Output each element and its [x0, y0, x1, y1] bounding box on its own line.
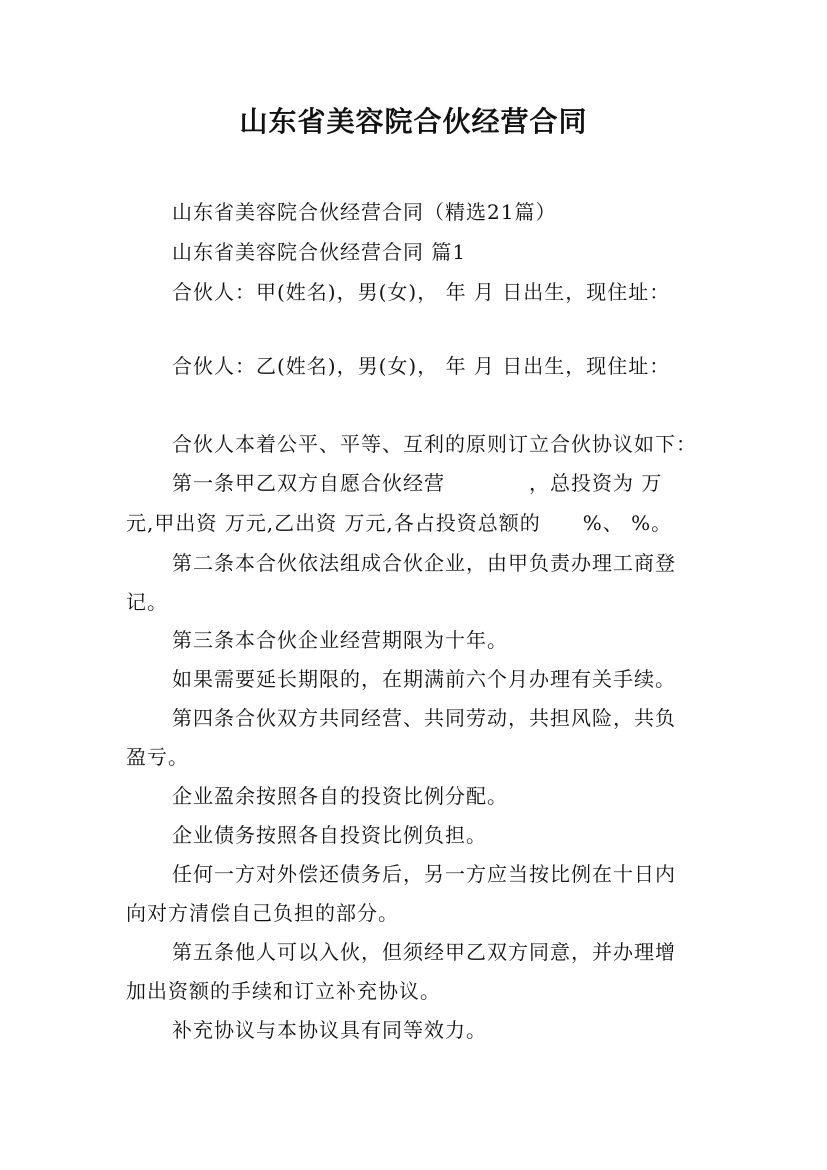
- debt-allocation: 企业债务按照各自投资比例负担。: [172, 823, 487, 847]
- debt-repayment-line-2: 向对方清偿自己负担的部分。: [126, 901, 399, 925]
- article-2-line-1: 第二条本合伙依法组成合伙企业，由甲负责办理工商登: [172, 551, 676, 575]
- article-4-line-1: 第四条合伙双方共同经营、共同劳动，共担风险，共负: [172, 706, 676, 730]
- article-3: 第三条本合伙企业经营期限为十年。: [172, 628, 508, 652]
- agreement-intro: 合伙人本着公平、平等、互利的原则订立合伙协议如下：: [172, 432, 697, 456]
- subtitle-line: 山东省美容院合伙经营合同（精选21篇）: [172, 200, 557, 224]
- section-heading: 山东省美容院合伙经营合同 篇1: [172, 240, 467, 264]
- article-1-line-1: 第一条甲乙双方自愿合伙经营 ，总投资为 万: [172, 471, 663, 495]
- supplement-validity: 补充协议与本协议具有同等效力。: [172, 1018, 487, 1042]
- article-1-line-2: 元,甲出资 万元,乙出资 万元,各占投资总额的 %、 %。: [126, 511, 673, 535]
- article-3-extension: 如果需要延长期限的，在期满前六个月办理有关手续。: [172, 667, 676, 691]
- article-5-line-1: 第五条他人可以入伙，但须经甲乙双方同意，并办理增: [172, 940, 676, 964]
- partner-a-line: 合伙人：甲(姓名)，男(女)， 年 月 日出生，现住址：: [172, 280, 671, 304]
- article-2-line-2: 记。: [126, 590, 168, 614]
- partner-b-line: 合伙人：乙(姓名)，男(女)， 年 月 日出生，现住址：: [172, 354, 671, 378]
- profit-distribution: 企业盈余按照各自的投资比例分配。: [172, 784, 508, 808]
- debt-repayment-line-1: 任何一方对外偿还债务后，另一方应当按比例在十日内: [172, 862, 676, 886]
- article-5-line-2: 加出资额的手续和订立补充协议。: [126, 979, 441, 1003]
- article-4-line-2: 盈亏。: [126, 745, 189, 769]
- document-title: 山东省美容院合伙经营合同: [239, 105, 588, 138]
